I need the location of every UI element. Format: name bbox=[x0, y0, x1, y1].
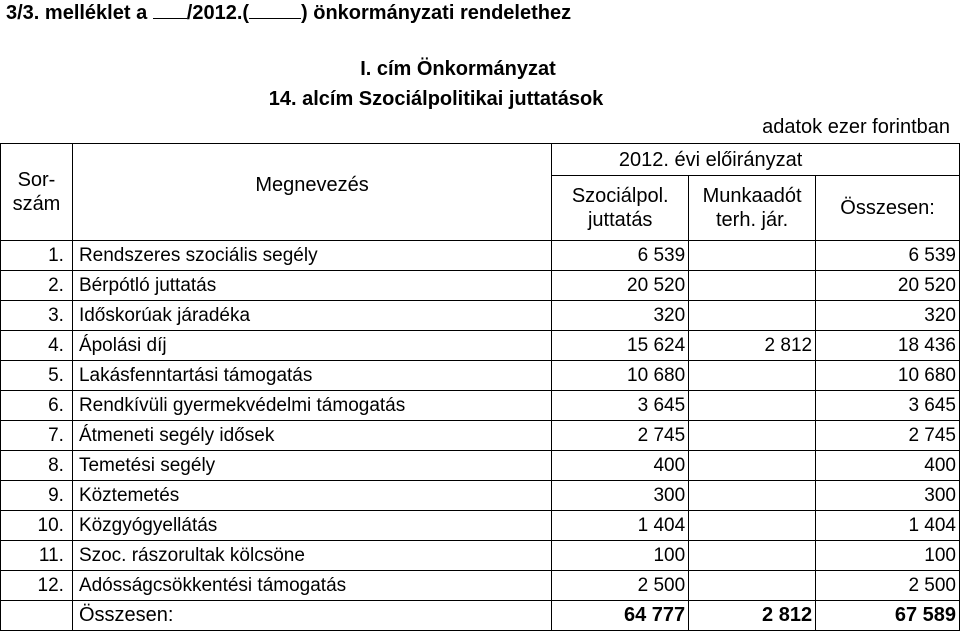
document-title bbox=[6, 0, 571, 25]
row-osszesen-value: 6 539 bbox=[816, 241, 960, 271]
header-szocialpol: Szociálpol. juttatás bbox=[552, 176, 689, 241]
row-name: Időskorúak járadéka bbox=[72, 301, 551, 331]
row-number: 10. bbox=[1, 511, 73, 541]
row-name: Lakásfenntartási támogatás bbox=[72, 361, 551, 391]
header-sorszam: Sor- szám bbox=[1, 144, 73, 241]
row-number: 12. bbox=[1, 571, 73, 601]
row-name: Szoc. rászorultak kölcsöne bbox=[72, 541, 551, 571]
row-name: Rendszeres szociális segély bbox=[72, 241, 551, 271]
row-name: Temetési segély bbox=[72, 451, 551, 481]
row-munkaadot-value bbox=[689, 571, 816, 601]
row-name: Közgyógyellátás bbox=[72, 511, 551, 541]
blank-line-number bbox=[153, 0, 187, 19]
row-osszesen-value: 3 645 bbox=[816, 391, 960, 421]
row-szocialpol-value: 3 645 bbox=[552, 391, 689, 421]
total-szocialpol-value: 64 777 bbox=[552, 601, 689, 631]
table-row bbox=[1, 451, 960, 481]
doc-title-prefix: 3/3. melléklet a bbox=[6, 2, 148, 24]
row-number: 8. bbox=[1, 451, 73, 481]
header-munkaadot: Munkaadót terh. jár. bbox=[689, 176, 816, 241]
row-szocialpol-value: 100 bbox=[552, 541, 689, 571]
row-munkaadot-value bbox=[689, 451, 816, 481]
row-munkaadot-value bbox=[689, 361, 816, 391]
cim-heading bbox=[0, 58, 960, 81]
table-row bbox=[1, 391, 960, 421]
row-osszesen-value: 400 bbox=[816, 451, 960, 481]
table-row bbox=[1, 541, 960, 571]
table-row bbox=[1, 421, 960, 451]
row-szocialpol-value: 320 bbox=[552, 301, 689, 331]
table-row bbox=[1, 301, 960, 331]
row-osszesen-value: 320 bbox=[816, 301, 960, 331]
total-row bbox=[1, 601, 960, 631]
row-osszesen-value: 2 500 bbox=[816, 571, 960, 601]
header-megnevezes: Megnevezés bbox=[72, 144, 551, 241]
row-szocialpol-value: 6 539 bbox=[552, 241, 689, 271]
row-osszesen-value: 300 bbox=[816, 481, 960, 511]
row-name: Adósságcsökkentési támogatás bbox=[72, 571, 551, 601]
row-munkaadot-value bbox=[689, 541, 816, 571]
doc-title-mid2: ) önkormányzati rendelethez bbox=[301, 2, 572, 24]
alcim-heading bbox=[0, 88, 960, 111]
row-szocialpol-value: 2 500 bbox=[552, 571, 689, 601]
total-empty-cell bbox=[1, 601, 73, 631]
header-group-text: 2012. évi előirányzat bbox=[618, 148, 803, 171]
row-number: 3. bbox=[1, 301, 73, 331]
row-name: Rendkívüli gyermekvédelmi támogatás bbox=[72, 391, 551, 421]
total-label: Összesen: bbox=[72, 601, 551, 631]
row-munkaadot-value bbox=[689, 481, 816, 511]
unit-note: adatok ezer forintban bbox=[762, 116, 950, 138]
row-munkaadot-value bbox=[689, 301, 816, 331]
total-osszesen-value: 67 589 bbox=[816, 601, 960, 631]
table-row bbox=[1, 331, 960, 361]
row-number: 6. bbox=[1, 391, 73, 421]
row-name: Köztemetés bbox=[72, 481, 551, 511]
row-munkaadot-value bbox=[689, 421, 816, 451]
row-osszesen-value: 1 404 bbox=[816, 511, 960, 541]
blank-line-date bbox=[249, 0, 301, 19]
header-osszesen: Összesen: bbox=[816, 176, 960, 241]
row-osszesen-value: 18 436 bbox=[816, 331, 960, 361]
row-szocialpol-value: 2 745 bbox=[552, 421, 689, 451]
row-munkaadot-value bbox=[689, 271, 816, 301]
table-row bbox=[1, 271, 960, 301]
appropriations-table bbox=[0, 143, 960, 631]
row-munkaadot-value bbox=[689, 391, 816, 421]
row-name: Ápolási díj bbox=[72, 331, 551, 361]
total-munkaadot-value: 2 812 bbox=[689, 601, 816, 631]
row-number: 7. bbox=[1, 421, 73, 451]
row-name: Átmeneti segély idősek bbox=[72, 421, 551, 451]
row-osszesen-value: 10 680 bbox=[816, 361, 960, 391]
row-number: 9. bbox=[1, 481, 73, 511]
doc-title-mid1: /2012.( bbox=[186, 2, 250, 24]
row-szocialpol-value: 20 520 bbox=[552, 271, 689, 301]
row-name: Bérpótló juttatás bbox=[72, 271, 551, 301]
row-number: 5. bbox=[1, 361, 73, 391]
row-szocialpol-value: 300 bbox=[552, 481, 689, 511]
row-osszesen-value: 20 520 bbox=[816, 271, 960, 301]
row-munkaadot-value bbox=[689, 511, 816, 541]
row-number: 11. bbox=[1, 541, 73, 571]
row-number: 2. bbox=[1, 271, 73, 301]
table-body bbox=[1, 241, 960, 631]
header-group-eloiranyzat bbox=[552, 144, 960, 176]
row-munkaadot-value bbox=[689, 241, 816, 271]
row-number: 4. bbox=[1, 331, 73, 361]
row-osszesen-value: 100 bbox=[816, 541, 960, 571]
row-number: 1. bbox=[1, 241, 73, 271]
table-row bbox=[1, 511, 960, 541]
cim-text: I. cím Önkormányzat bbox=[360, 58, 556, 80]
table-row bbox=[1, 241, 960, 271]
alcim-text: 14. alcím Szociálpolitikai juttatások bbox=[268, 88, 604, 110]
table-row bbox=[1, 571, 960, 601]
table-row bbox=[1, 481, 960, 511]
row-osszesen-value: 2 745 bbox=[816, 421, 960, 451]
row-munkaadot-value: 2 812 bbox=[689, 331, 816, 361]
row-szocialpol-value: 1 404 bbox=[552, 511, 689, 541]
table-row bbox=[1, 361, 960, 391]
row-szocialpol-value: 10 680 bbox=[552, 361, 689, 391]
row-szocialpol-value: 400 bbox=[552, 451, 689, 481]
row-szocialpol-value: 15 624 bbox=[552, 331, 689, 361]
